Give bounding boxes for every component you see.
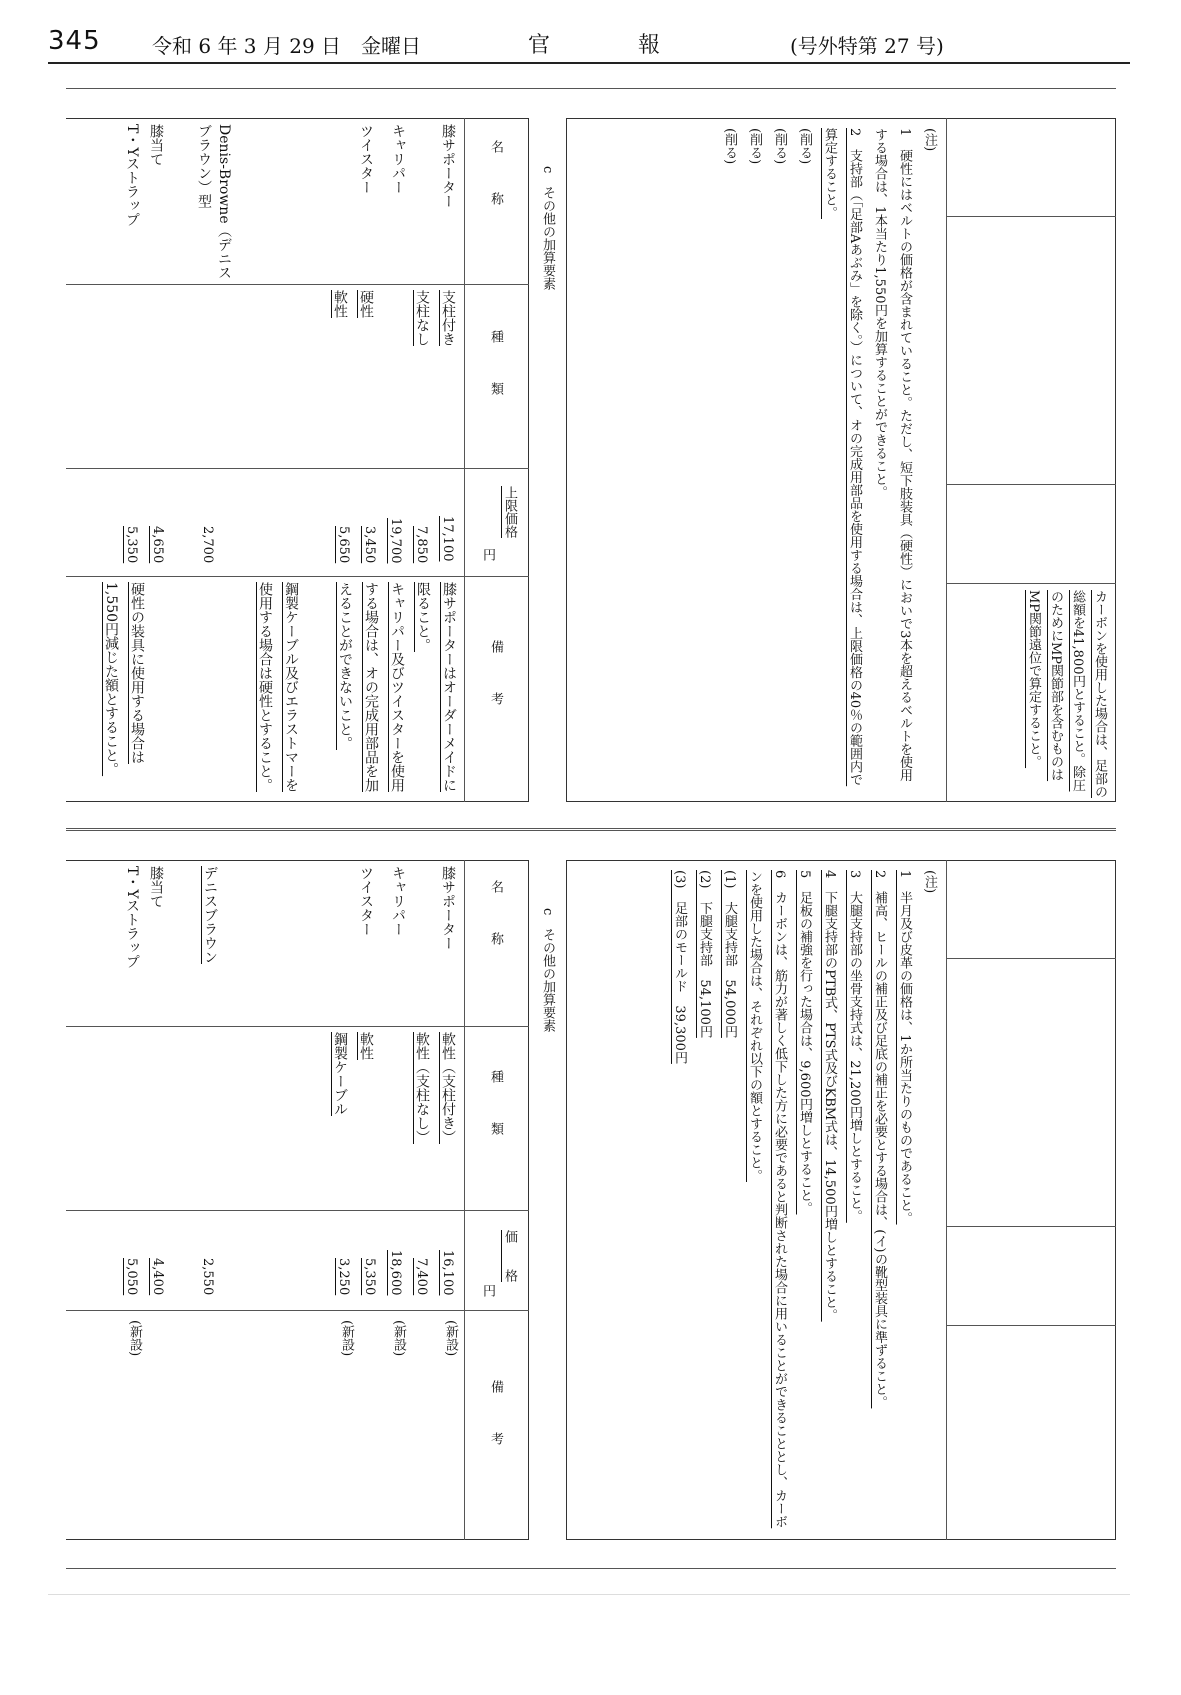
lower-table-hline-1 <box>66 1026 529 1027</box>
lower-price-7: 4,400 <box>150 1258 165 1296</box>
upper-top-rule <box>66 88 1116 89</box>
lower-section-title: c その他の加算要素 <box>540 908 555 1033</box>
note-deleted-1: (削る) <box>797 128 812 165</box>
upper-type-without-post: 支柱なし <box>414 290 430 346</box>
header-rule <box>48 62 1130 64</box>
upper-name-denis-browne <box>190 124 234 282</box>
upper-price-7: 4,650 <box>150 526 165 564</box>
upper-right-hline-1 <box>946 216 1116 217</box>
upper-notes-divider <box>946 118 947 802</box>
lower-table-header-divider <box>464 860 465 1540</box>
upper-price-8: 5,350 <box>124 526 139 564</box>
upper-right-hline-2 <box>946 484 1116 485</box>
lower-right-hline-2 <box>946 1226 1116 1227</box>
lower-right-hline-1 <box>946 958 1116 959</box>
upper-price-2: 7,850 <box>414 526 429 564</box>
upper-table-header-divider <box>464 118 465 802</box>
lower-type-3: 軟性 <box>358 1032 374 1060</box>
lower-note-6-1: (1) 大腿支持部 54,000円 <box>722 870 737 1038</box>
upper-price-6: 2,700 <box>200 526 215 564</box>
lower-note-3: 3 大腿支持部の坐骨支持式は、21,200円増しとすること。 <box>847 870 862 1223</box>
lower-note-6-2: (2) 下腿支持部 54,100円 <box>697 870 712 1038</box>
lower-right-hline-3 <box>946 1325 1116 1326</box>
lower-price-6: 2,550 <box>200 1258 215 1296</box>
upper-remark-1 <box>412 582 462 797</box>
lower-name-ty-strap: T・Yストラップ <box>124 866 140 969</box>
upper-remark-3 <box>220 582 304 797</box>
upper-bottom-rule <box>66 828 1116 829</box>
lower-name-twister: ツイスター <box>358 866 374 936</box>
upper-header-price: 上限価格 <box>502 486 517 538</box>
upper-header-remarks: 備 考 <box>488 640 503 705</box>
upper-remark-4 <box>66 582 150 797</box>
note-2: 2 支持部（「足部Aあぶみ」を除く。）について、オの完成用部品を使用する場合は、上限価格の40％の範囲内で算定すること。 <box>822 128 862 787</box>
upper-name-knee-supporter: 膝サポーター <box>440 124 456 208</box>
upper-name-caliper: キャリパー <box>390 124 406 194</box>
note-deleted-3: (削る) <box>747 128 762 165</box>
lower-price-3: 18,600 <box>388 1250 403 1296</box>
lower-notes-label: (注) <box>922 870 937 894</box>
lower-price-5: 3,250 <box>336 1258 351 1296</box>
lower-header-name: 名 称 <box>488 880 503 945</box>
note-deleted-4: (削る) <box>722 128 737 165</box>
upper-remark-2 <box>308 582 410 797</box>
lower-notes-divider <box>946 860 947 1540</box>
lower-note-4: 4 下腿支持部のPTB式、PTS式及びKBM式は、14,500円増しとすること。 <box>822 870 837 1322</box>
upper-notes-text <box>670 128 942 788</box>
upper-header-unit: 円 <box>480 548 495 561</box>
lower-table-hline-2 <box>66 1210 529 1211</box>
upper-price-4: 3,450 <box>362 526 377 564</box>
lower-top-rule <box>66 830 1116 831</box>
upper-right-note <box>950 590 1110 800</box>
lower-remark-new-2: (新設) <box>391 1320 406 1357</box>
note-1: 1 硬性にはベルトの価格が含まれていること。ただし、短下肢装具（硬性）においで3本を超えるベルトを使用する場合は、1本当たり1,550円を加算することができること。 <box>872 128 912 782</box>
lower-note-1: 1 半月及び皮革の価格は、1か所当たりのものであること。 <box>897 870 912 1225</box>
upper-type-with-post: 支柱付き <box>440 290 456 346</box>
lower-name-denis-browne: デニスブラウン <box>202 866 218 964</box>
upper-section-title: c その他の加算要素 <box>540 166 555 291</box>
lower-type-2: 軟性（支柱なし） <box>414 1032 430 1144</box>
upper-table-hline-1 <box>66 284 529 285</box>
upper-name-knee-pad: 膝当て <box>148 124 164 166</box>
lower-note-6-3: (3) 足部のモールド 39,300円 <box>672 870 687 1064</box>
upper-name-twister: ツイスター <box>358 124 374 194</box>
publication-title: 官 報 <box>528 33 661 58</box>
upper-right-note-text: カーボンを使用した場合は、足部の総額を41,800円とすること。除圧のためにMP関節部を含むものはMP関節遠位で算定すること。 <box>1026 590 1107 798</box>
lower-name-knee-supporter: 膝サポーター <box>440 866 456 950</box>
lower-price-2: 7,400 <box>414 1258 429 1296</box>
lower-remark-new-3: (新設) <box>339 1320 354 1357</box>
lower-notes-text <box>580 870 942 1530</box>
page-number: 345 <box>48 26 101 56</box>
denis-browne-text: Denis-Browne（デニスブラウン）型 <box>196 124 232 280</box>
lower-note-6: 6 カーボンは、筋力が著しく低下した方に必要であると判断された場合に用いることができることとし、カーボンを使用した場合は、それぞれ以下の額とすること。 <box>747 870 787 1529</box>
upper-right-hline-3 <box>946 583 1116 584</box>
lower-remark-new-1: (新設) <box>443 1320 458 1357</box>
issue-number: (号外特第 27 号) <box>790 34 944 58</box>
lower-header-unit: 円 <box>480 1284 495 1297</box>
lower-header-type: 種 類 <box>488 1070 503 1135</box>
upper-table-hline-3 <box>66 576 529 577</box>
note-deleted-2: (削る) <box>772 128 787 165</box>
upper-remark-1-text: 膝サポーターはオーダーメイドに限ること。 <box>415 582 457 792</box>
upper-header-name: 名 称 <box>488 140 503 205</box>
page-header <box>48 26 1128 60</box>
lower-header-price: 価 格 <box>502 1230 517 1282</box>
upper-remark-3-text: 鋼製ケーブル及びエラストマーを使用する場合は硬性とすること。 <box>257 582 299 792</box>
upper-table-hline-2 <box>66 468 529 469</box>
lower-price-1: 16,100 <box>440 1250 455 1296</box>
page-bottom-rule <box>48 1594 1130 1595</box>
lower-price-8: 5,050 <box>124 1258 139 1296</box>
upper-price-1: 17,100 <box>440 516 455 562</box>
lower-type-4: 鋼製ケーブル <box>332 1032 348 1116</box>
lower-remark-new-4: (新設) <box>127 1320 142 1357</box>
issue-date: 令和 6 年 3 月 29 日 金曜日 <box>152 34 422 58</box>
notes-label: (注) <box>922 128 937 152</box>
upper-price-5: 5,650 <box>336 526 351 564</box>
upper-name-ty-strap: T・Yストラップ <box>124 124 140 227</box>
upper-header-type: 種 類 <box>488 330 503 395</box>
lower-bottom-rule <box>66 1568 1116 1569</box>
lower-header-remarks: 備 考 <box>488 1380 503 1445</box>
lower-price-4: 5,350 <box>362 1258 377 1296</box>
upper-remark-2-text: キャリパー及びツイスターを使用する場合は、オの完成用部品を加えることができないこと。 <box>337 582 405 792</box>
lower-name-knee-pad: 膝当て <box>148 866 164 908</box>
upper-type-soft: 軟性 <box>332 290 348 318</box>
lower-note-2: 2 補高、ヒールの補正及び足底の補正を必要とする場合は、(イ)の靴型装具に準ずること。 <box>872 870 887 1409</box>
lower-note-5: 5 足板の補強を行った場合は、9,600円増しとすること。 <box>797 870 812 1215</box>
upper-remark-4-text: 硬性の装具に使用する場合は1,550円減じた額とすること。 <box>103 582 145 777</box>
upper-price-3: 19,700 <box>388 518 403 564</box>
upper-type-hard: 硬性 <box>358 290 374 318</box>
lower-name-caliper: キャリパー <box>390 866 406 936</box>
lower-type-1: 軟性（支柱付き） <box>440 1032 456 1144</box>
lower-table-hline-3 <box>66 1310 529 1311</box>
